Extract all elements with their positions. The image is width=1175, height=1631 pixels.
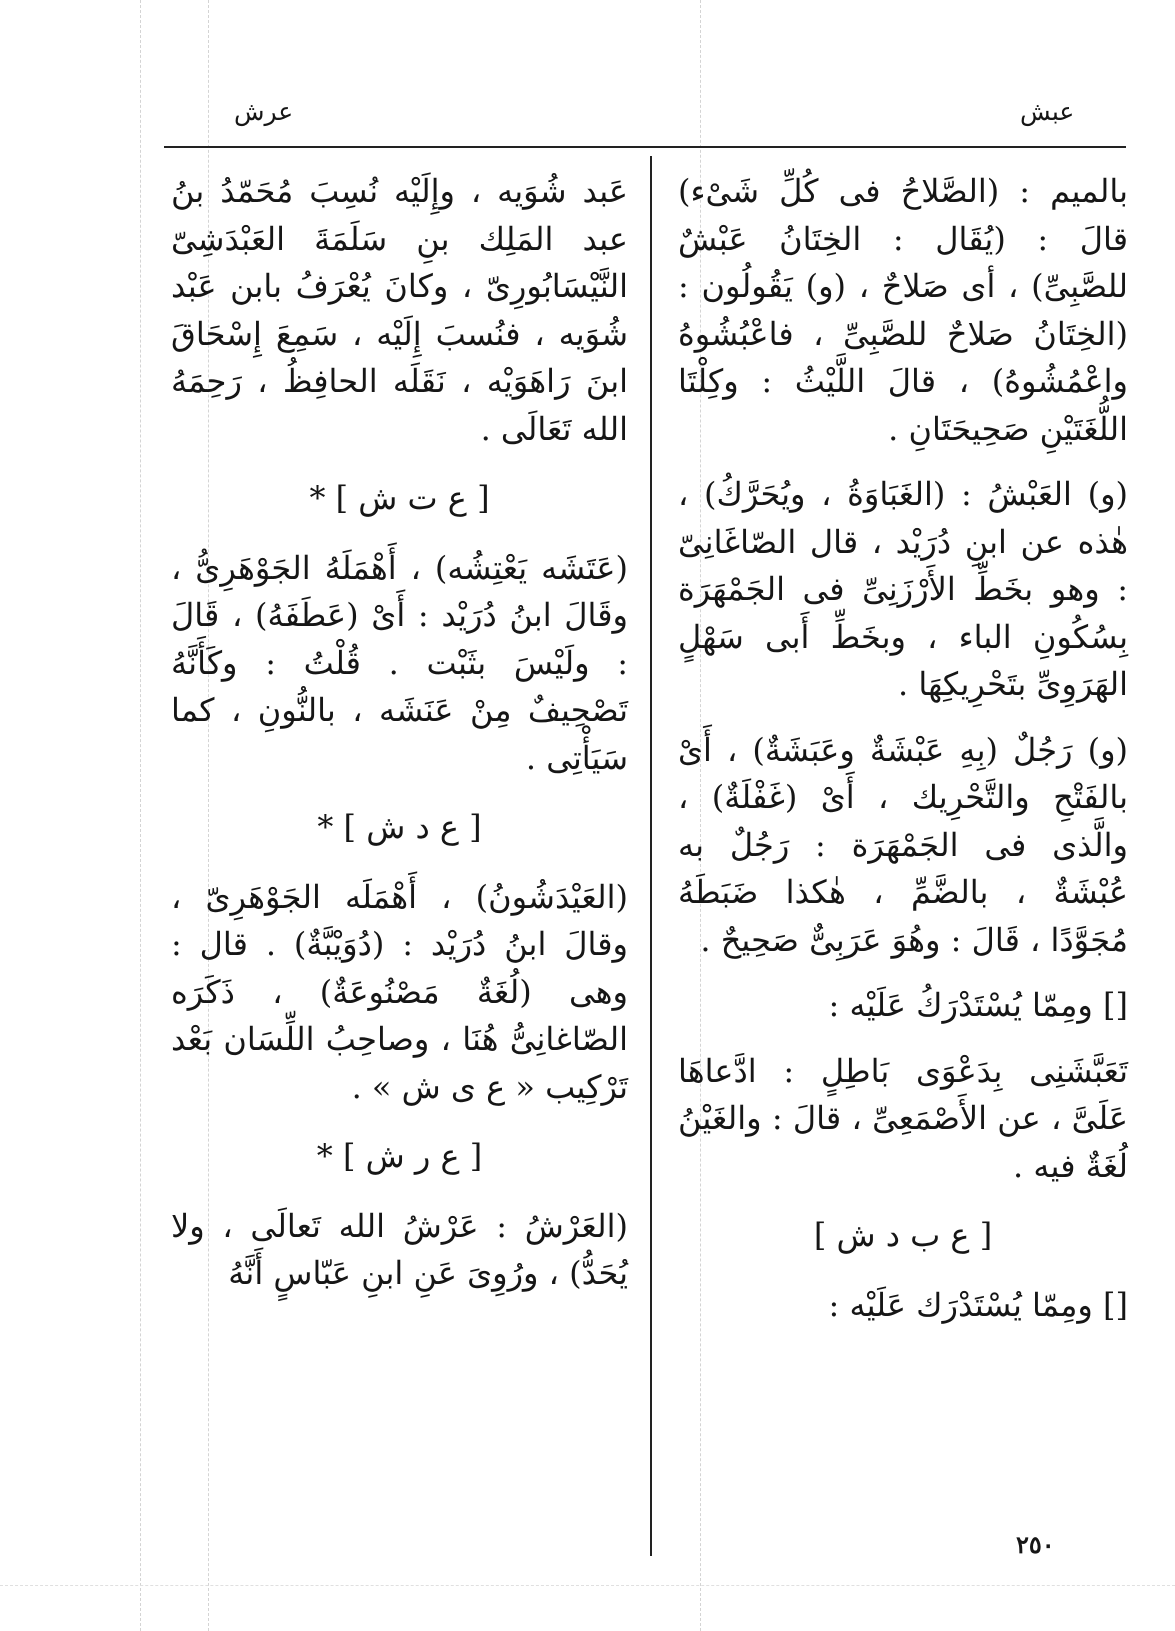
- entry-paragraph: (العَيْدَشُونُ) ، أَهْمَلَه الجَوْهَرِىّ ، وقالَ ابنُ دُرَيْد : (دُوَيْبَّةٌ) . قال : وهى (لُغَةٌ مَصْنُوعَةٌ) ، ذَكَرَه الصّاغانِىُّ هُنَا ، وصاحِبُ اللِّسَان بَعْد تَرْكِيب « ع ى ش » .: [171, 877, 628, 1106]
- running-header-left: عرش: [234, 97, 294, 126]
- root-heading: [ ع د ش ] *: [317, 808, 482, 846]
- scan-guide-line: [0, 1585, 1175, 1586]
- root-heading: [ ع ر ش ] *: [316, 1137, 483, 1175]
- entry-paragraph: (و) رَجُلٌ (بِهِ عَبْشَةٌ وعَبَشَةٌ) ، أَىْ بالفَتْحِ والتَّحْرِيك ، أَىْ (غَفْلَةٌ) ، والَّذى فى الجَمْهَرَة : رَجُلٌ به عُبْشَةٌ ، بالضَّمِّ ، هٰكذا ضَبَطَهُ مُجَوَّدًا ، قَالَ : وهُوَ عَرَبِىٌّ صَحِيحٌ .: [678, 730, 1128, 959]
- root-heading: [ ع ت ش ] *: [309, 479, 490, 517]
- supplement-note: [] ومِمّا يُسْتَدْرَك عَلَيْه :: [828, 1285, 1128, 1324]
- header-rule: [164, 146, 1126, 148]
- left-column: [171, 168, 628, 1298]
- running-header-right: عبش: [1020, 97, 1075, 126]
- right-column: [678, 168, 1128, 1329]
- entry-paragraph: (عَتَشَه يَعْتِشُه) ، أَهْمَلَهُ الجَوْهَرِىُّ ، وقَالَ ابنُ دُرَيْد : أَىْ (عَطَفَهُ) ، قَالَ : ولَيْسَ بثَبْت . قُلْتُ : وكَأَنَّهُ تَصْحِيفٌ مِنْ عَنَشَه ، بالنُّونِ ، كما سَيَأْتِى .: [171, 548, 628, 777]
- supplement-note: [] ومِمّا يُسْتَدْرَكُ عَلَيْه :: [828, 986, 1128, 1024]
- entry-paragraph: (و) العَبْشُ : (الغَبَاوَةُ ، ويُحَرَّكُ) ، هٰذه عن ابنِ دُرَيْد ، قال الصّاغَانِىّ : وهو بخَطِّ الأَرْزَنِىِّ فى الجَمْهَرَة بِسُكُونِ الباء ، وبخَطِّ أَبى سَهْلٍ الهَرَوِىِّ بتَحْرِيكِهَا .: [678, 475, 1128, 703]
- root-heading: [ ع ب د ش ]: [813, 1216, 993, 1254]
- entry-paragraph: بالميم : (الصَّلاحُ فى كُلِّ شَىْء) قالَ : (يُقَال : الخِتَانُ عَبْشٌ للصَّبِىِّ) ، أى صَلاحٌ ، (و) يَقُولُون : (الخِتَانُ صَلاحٌ للصَّبِىِّ ، فاعْبُشُوهُ واعْمُشُوهُ) ، قالَ اللَّيْثُ : وكِلْتَا اللُّغَتَيْنِ صَحِيحَتَانِ .: [678, 172, 1128, 448]
- scan-guide-line: [140, 0, 141, 1631]
- entry-paragraph: (العَرْشُ : عَرْشُ الله تَعالَى ، ولا يُحَدُّ) ، ورُوِىَ عَنِ ابنِ عَبّاسٍ أَنَّهُ: [171, 1206, 628, 1292]
- page-number: ٢٥٠: [1016, 1530, 1055, 1559]
- entry-paragraph: تَعَبَّشَنِى بِدَعْوَى بَاطِلٍ : ادَّعاهَا عَلَىَّ ، عن الأَصْمَعِىِّ ، قالَ : والغَيْنُ لُغَةٌ فيه .: [678, 1051, 1128, 1185]
- entry-paragraph: عَبد شُوَيه ، وإِلَيْه نُسِبَ مُحَمّدُ بنُ عبد المَلِك بنِ سَلَمَةَ العَبْدَشِىّ النَّيْسَابُورِىّ ، وكانَ يُعْرَفُ بابن عَبْد شُوَيه ، فنُسبَ إِلَيْه ، سَمِعَ إِسْحَاقَ ابنَ رَاهَوَيْه ، نَقَلَه الحافِظُ ، رَحِمَهُ الله تَعَالَى .: [171, 172, 628, 448]
- column-divider: [650, 156, 652, 1556]
